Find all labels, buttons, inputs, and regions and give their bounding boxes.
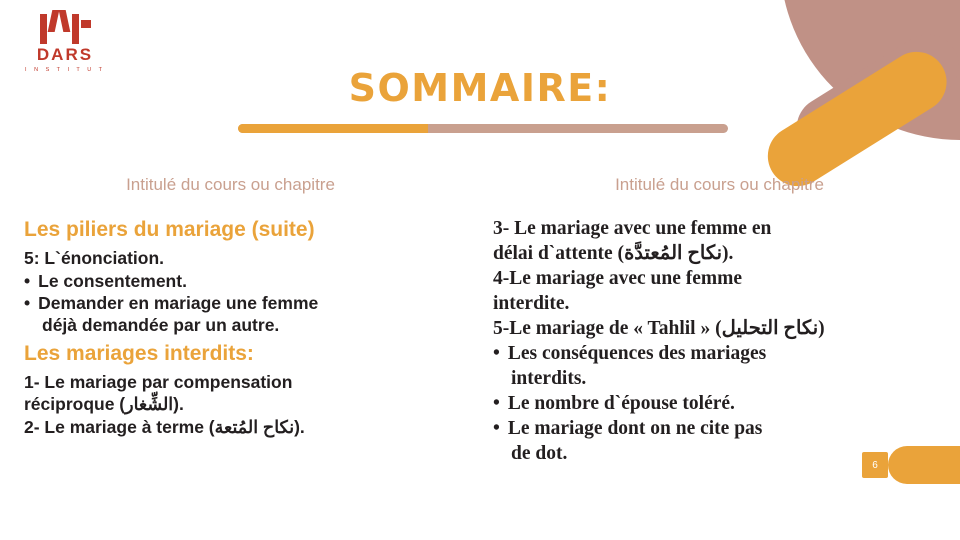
bullet-icon: •: [24, 270, 31, 291]
bullet-icon: •: [493, 342, 500, 364]
column-left-subtitle-2: Les mariages interdits:: [24, 341, 254, 365]
list-item-label: Demander en mariage une femme: [38, 293, 319, 314]
list-item: réciproque (الشِّغار).: [24, 394, 184, 415]
page-title: SOMMAIRE:: [348, 66, 612, 110]
list-item: délai d`attente (نكاح المُعتدَّة).: [493, 242, 734, 264]
column-right-heading: Intitulé du cours ou chapitre: [615, 175, 824, 194]
list-item-label: Le nombre d`épouse toléré.: [507, 392, 735, 414]
list-item: 3- Le mariage avec une femme en: [493, 218, 772, 239]
list-item-continuation: déjà demandée par un autre.: [42, 315, 280, 336]
list-item-label: Les conséquences des mariages: [507, 342, 767, 364]
dars-logo-mark-icon: [36, 10, 94, 44]
list-item: [493, 417, 936, 442]
list-item-label: Le consentement.: [38, 270, 187, 291]
list-item: 2- Le mariage à terme (نكاح المُتعة).: [24, 416, 305, 437]
logo-subtitle: I N S T I T U T: [25, 67, 105, 73]
list-item: [493, 392, 936, 417]
page-number: 6: [862, 452, 888, 478]
list-item: 4-Le mariage avec une femme: [493, 267, 743, 289]
list-item: 1- Le mariage par compensation: [24, 372, 293, 393]
list-item: [493, 342, 936, 367]
list-item-continuation: de dot.: [511, 442, 568, 464]
list-item-label: Le mariage dont on ne cite pas: [507, 417, 763, 439]
logo-name: DARS: [36, 45, 94, 64]
list-item: 5-Le mariage de « Tahlil » (نكاح التحليل): [493, 317, 825, 339]
list-item: [24, 270, 467, 292]
column-right: [493, 175, 936, 467]
bullet-icon: •: [493, 392, 500, 414]
content-columns: [0, 175, 960, 467]
column-left-heading: Intitulé du cours ou chapitre: [126, 175, 335, 194]
list-item: [24, 292, 467, 314]
column-left-subtitle: Les piliers du mariage (suite): [24, 218, 315, 241]
list-item: 5: L`énonciation.: [24, 248, 164, 269]
bullet-icon: •: [493, 417, 500, 439]
bullet-icon: •: [24, 293, 31, 314]
column-left: [24, 175, 467, 467]
list-item: interdite.: [493, 292, 570, 314]
list-item-continuation: interdits.: [511, 367, 587, 389]
title-divider-accent: [238, 124, 428, 133]
